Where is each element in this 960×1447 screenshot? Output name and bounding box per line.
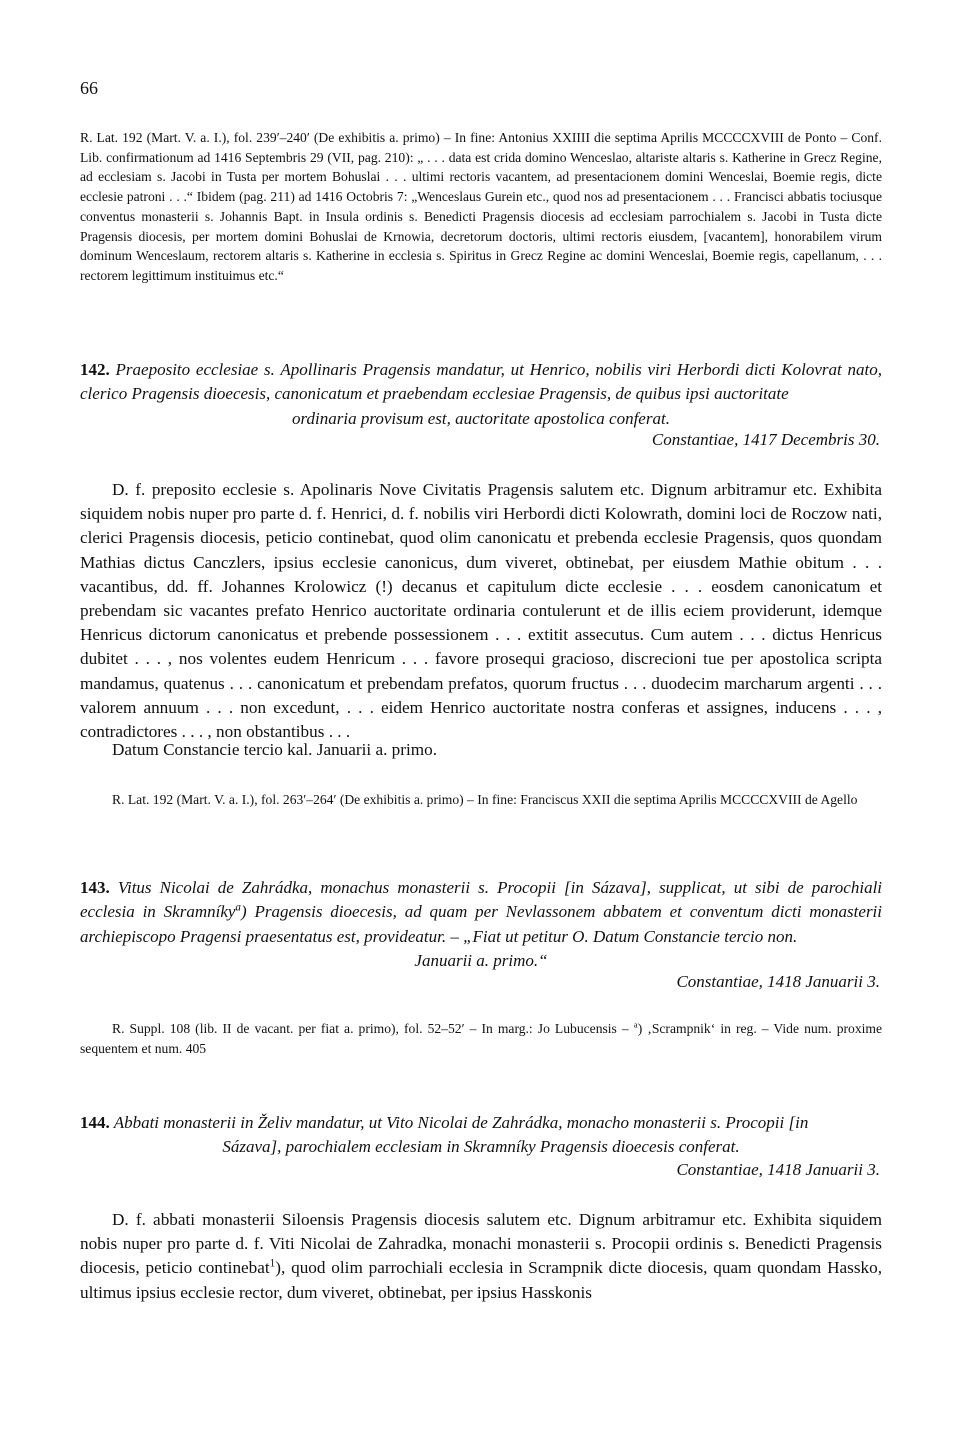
entry-144-dateline: Constantiae, 1418 Januarii 3. bbox=[676, 1160, 880, 1179]
note-text: R. Suppl. 108 (lib. II de vacant. per fiat a. primo), fol. 52–52′ – In marg.: Jo Lubucensis – bbox=[112, 1021, 629, 1036]
body-text-cont: ), quod olim parrochiali ecclesia in Scrampnik dicte diocesis, quam quondam Hassko, ultimus ipsius ecclesie rector, dum viveret, obtinebat, per ipsius Hasskonis bbox=[80, 1258, 882, 1302]
footnote-141: R. Lat. 192 (Mart. V. a. I.), fol. 239′–240′ (De exhibitis a. primo) – In fine: Antonius XXIIII die septima Aprilis MCCCCXVIII de Ponto – Conf. Lib. confirmationum ad 1416 Septembris 29 (VII, pag. 210): „ . . . data est crida domino Wenceslao, altariste altaris s. Katherine in Grecz Regine, ad ecclesiam s. Jacobi in Tusta per mortem Bohuslai . . . ultimi rectoris vacantem, ad presentacionem domini Wenceslai, Boemie regis, dicte ecclesie patroni . . .“ Ibidem (pag. 211) ad 1416 Octobris 7: „Wenceslaus Gurein etc., quod nos ad presentacionem . . . Francisci abbatis tociusque conventus monasterii s. Johannis Bapt. in Insula ordinis s. Benedicti Pragensis diocesis ad ecclesiam parrochialem s. Jacobi in Tusta dicte Pragensis diocesis, per mortem domini Bohuslai de Krnowia, decretorum doctoris, ultimi rectoris eiusdem, [vacantem], honorabilem virum dominum Wenceslaum, rectorem altaris s. Katherine in ecclesia s. Spiritus in Grecz Regine ac domini Wenceslai, Boemie regis, capellanum, . . . rectorem legittimum instituimus etc.“ bbox=[80, 130, 882, 283]
entry-143-note bbox=[80, 1019, 882, 1058]
entry-144-heading bbox=[80, 1111, 882, 1160]
heading-last-line: Sázava], parochialem ecclesiam in Skramníky Pragensis dioecesis conferat. bbox=[222, 1137, 740, 1157]
entry-number: 144. bbox=[80, 1113, 110, 1132]
entry-142-datum: Datum Constancie tercio kal. Januarii a. primo. bbox=[112, 740, 438, 759]
heading-last-line: Januarii a. primo.“ bbox=[414, 950, 548, 970]
entry-143-heading bbox=[80, 876, 882, 973]
entry-142-dateline: Constantiae, 1417 Decembris 30. bbox=[651, 430, 880, 449]
body-text: D. f. abbati monasterii Siloensis Pragensis diocesis salutem etc. Dignum arbitramur etc. Exhibita siquidem nobis nuper pro parte d. f. Viti Nicolai de Zahradka, monachi monasterii s. Procopii ordinis s. Benedicti Pragensis diocesis, peticio continebat bbox=[80, 1210, 882, 1278]
heading-last-line: ordinaria provisum est, auctoritate apostolica conferat. bbox=[292, 408, 670, 428]
footnote-marker: 1 bbox=[269, 1257, 276, 1270]
entry-number: 143. bbox=[80, 878, 110, 897]
entry-142-heading bbox=[80, 358, 882, 431]
footnote-marker: a bbox=[235, 901, 241, 914]
heading-text-cont: ) Pragensis dioecesis, ad quam per Nevlassonem abbatem et conventum dicti monasterii archiepiscopo Pragensi praesentatus est, provideatur. – „Fiat ut petitur O. Datum Constancie tercio non. bbox=[80, 902, 883, 946]
page-number: 66 bbox=[80, 78, 98, 98]
entry-142-note: R. Lat. 192 (Mart. V. a. I.), fol. 263′–264′ (De exhibitis a. primo) – In fine: Franciscus XXII die septima Aprilis MCCCCXVIII de Agello bbox=[112, 792, 858, 807]
footnote-marker: a bbox=[633, 1019, 638, 1030]
heading-text: Abbati monasterii in Želiv mandatur, ut Vito Nicolai de Zahrádka, monacho monasterii s. Procopii [in bbox=[113, 1113, 809, 1132]
entry-number: 142. bbox=[80, 360, 110, 379]
entry-144-body bbox=[80, 1208, 882, 1305]
heading-text: Praeposito ecclesiae s. Apollinaris Pragensis mandatur, ut Henrico, nobilis viri Herbordi dicti Kolovrat nato, clerico Pragensis dioecesis, canonicatum et praebendam ecclesiae Pragensis, de quibus ipsi auctoritate bbox=[80, 360, 882, 404]
entry-143-dateline: Constantiae, 1418 Januarii 3. bbox=[676, 972, 880, 991]
heading-text: Vitus Nicolai de Zahrádka, monachus monasterii s. Procopii [in Sázava], supplicat, ut sibi de parochiali ecclesia in Skramníky bbox=[80, 878, 883, 922]
note-text-cont: ) ‚Scrampnik‘ in reg. – Vide num. proxime sequentem et num. 405 bbox=[80, 1021, 882, 1056]
entry-142-body: D. f. preposito ecclesie s. Apolinaris Nove Civitatis Pragensis salutem etc. Dignum arbitramur etc. Exhibita siquidem nobis nuper pro parte d. f. Henrici, d. f. nobilis viri Herbordi dicti Kolowrath, domini loci de Roczow nati, clerici Pragensis diocesis, peticio continebat, quod olim canonicatu et prebenda ecclesie Pragensis, quos quondam Mathias dictus Canczlers, ipsius ecclesie canonicus, dum viveret, obtinebat, per eiusdem Mathie obitum . . . vacantibus, dd. ff. Johannes Krolowicz (!) decanus et capitulum dicte ecclesie . . . eosdem canonicatum et prebendam sic vacantes prefato Henrico auctoritate ordinaria contulerunt et de illis eciem providerunt, idemque Henricus dictorum canonicatus et prebende possessionem . . . extitit assecutus. Cum autem . . . dictus Henricus dubitet . . . , nos volentes eudem Henricum . . . favore prosequi gracioso, discrecioni tue per apostolica scripta mandamus, quatenus . . . canonicatum et prebendam prefatos, quorum fructus . . . duodecim marcharum argenti . . . valorem annuum . . . non excedunt, . . . eidem Henrico auctoritate nostra conferas et assignes, inducens . . . , contradictores . . . , non obstantibus . . . bbox=[80, 480, 882, 742]
